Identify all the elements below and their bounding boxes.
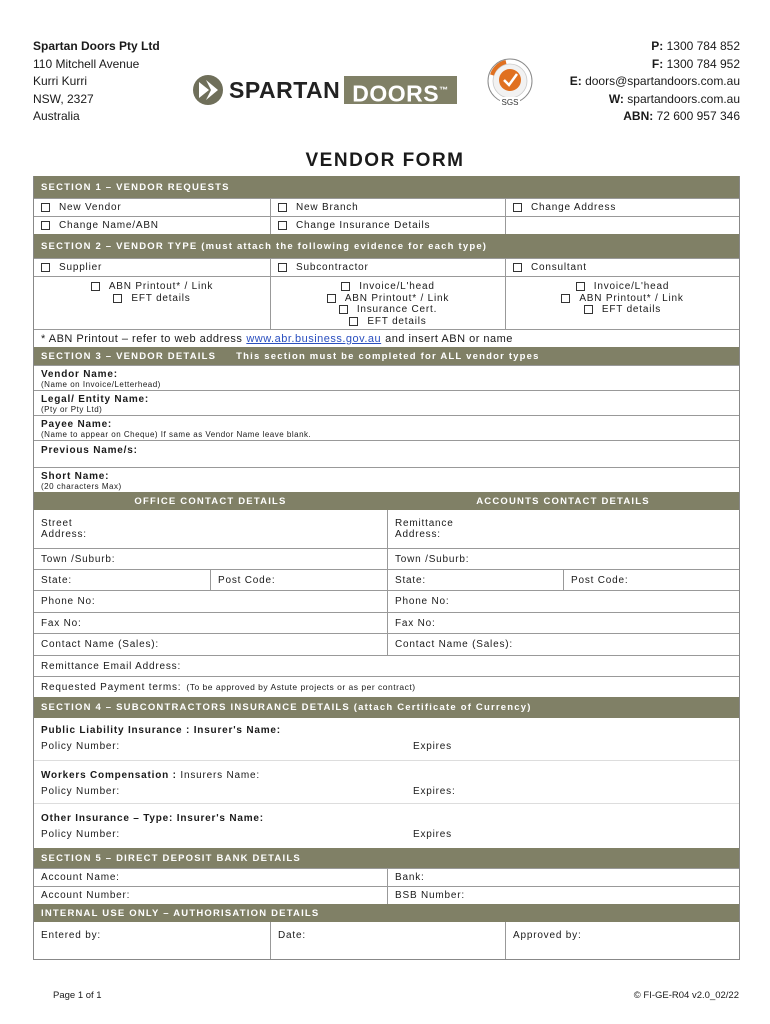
logo-word-doors-text: DOORS	[352, 80, 440, 107]
evidence-label: Invoice/L'head	[359, 281, 435, 292]
consultant-evidence	[505, 277, 739, 329]
accounts-state-field[interactable]	[387, 570, 563, 590]
bank-row-1	[34, 868, 739, 886]
change-name-label: Change Name/ABN	[59, 220, 159, 231]
remittance-email-row	[34, 655, 739, 676]
seal-text: SGS	[501, 98, 519, 107]
evidence-label: Insurance Cert.	[356, 304, 438, 315]
evidence-checkbox[interactable]	[339, 305, 348, 314]
date-field[interactable]	[270, 922, 505, 959]
office-state-field[interactable]	[34, 570, 210, 590]
evidence-item[interactable]	[561, 293, 683, 305]
abn-note-text-end: and insert ABN or name	[385, 332, 513, 345]
office-postcode-label: Post Code:	[218, 574, 276, 586]
wc-label: Workers Compensation :	[41, 770, 177, 781]
accounts-postcode-field[interactable]	[563, 570, 739, 590]
payee-name-label: Payee Name:	[41, 419, 113, 430]
evidence-label: ABN Printout* / Link	[344, 292, 450, 304]
account-name-field[interactable]	[34, 869, 387, 886]
accounts-postcode-label: Post Code:	[571, 574, 629, 586]
change-name-option[interactable]	[34, 217, 270, 234]
public-liability-block	[34, 718, 739, 760]
evidence-item[interactable]	[113, 293, 190, 305]
empty-cell	[505, 217, 739, 234]
section-4-header	[34, 697, 739, 718]
change-insurance-label: Change Insurance Details	[296, 220, 431, 231]
company-address-line: 110 Mitchell Avenue	[33, 56, 140, 71]
approved-by-field[interactable]	[505, 922, 739, 959]
section-5-title: SECTION 5 – DIRECT DEPOSIT BANK DETAILS	[41, 852, 301, 864]
other-policy-label[interactable]: Policy Number:	[41, 829, 120, 840]
phone-row	[34, 590, 739, 612]
evidence-checkbox[interactable]	[91, 282, 100, 291]
supplier-evidence	[34, 277, 270, 329]
pli-insurer-label[interactable]: Insurer's Name:	[193, 725, 281, 736]
fax-value: 1300 784 952	[666, 56, 740, 71]
bsb-field[interactable]	[387, 887, 739, 904]
pli-label: Public Liability Insurance :	[41, 725, 191, 736]
legal-name-label: Legal/ Entity Name:	[41, 394, 149, 405]
web-value[interactable]: spartandoors.com.au	[627, 91, 740, 106]
vendor-name-field[interactable]	[34, 365, 739, 390]
supplier-option[interactable]	[34, 259, 270, 276]
new-vendor-checkbox[interactable]	[41, 203, 50, 212]
remittance-label: Remittance	[395, 518, 454, 529]
pli-policy-label[interactable]: Policy Number:	[41, 741, 120, 752]
evidence-checkbox[interactable]	[584, 305, 593, 314]
office-town-field[interactable]	[34, 549, 387, 569]
section-3-title: SECTION 3 – VENDOR DETAILS	[41, 350, 217, 362]
pli-expires-label[interactable]: Expires	[413, 741, 452, 752]
payment-terms-label: Requested Payment terms:	[41, 681, 182, 693]
other-insurance-label: Other Insurance – Type:	[41, 813, 174, 824]
section-1-header	[34, 176, 739, 198]
phone-value: 1300 784 852	[666, 39, 740, 53]
office-contact-field[interactable]	[34, 634, 387, 655]
abn-note	[34, 329, 739, 347]
change-name-checkbox[interactable]	[41, 221, 50, 230]
evidence-checkbox[interactable]	[349, 317, 358, 326]
evidence-item[interactable]	[349, 316, 426, 328]
office-phone-label: Phone No:	[41, 596, 96, 607]
vendor-name-hint: (Name on Invoice/Letterhead)	[41, 380, 161, 389]
abn-value: 72 600 957 346	[656, 109, 740, 123]
new-vendor-label: New Vendor	[59, 202, 122, 213]
consultant-checkbox[interactable]	[513, 263, 522, 272]
short-name-hint: (20 characters Max)	[41, 482, 122, 491]
evidence-checkbox[interactable]	[341, 282, 350, 291]
wc-expires-label[interactable]: Expires:	[413, 786, 456, 797]
accounts-phone-label: Phone No:	[395, 596, 450, 607]
accounts-state-label: State:	[395, 574, 426, 586]
workers-comp-block	[34, 760, 739, 803]
town-row	[34, 548, 739, 569]
company-address-line: Kurri Kurri	[33, 74, 88, 88]
account-name-label: Account Name:	[41, 872, 120, 883]
accounts-town-label: Town /Suburb:	[395, 553, 470, 565]
approved-by-label: Approved by:	[513, 930, 582, 941]
subcontractor-checkbox[interactable]	[278, 263, 287, 272]
logo-word-spartan: SPARTAN	[229, 76, 341, 103]
office-contact-label: Contact Name (Sales):	[41, 639, 159, 650]
document-code: © FI-GE-R04 v2.0_02/22	[633, 990, 739, 1001]
abn-note-text: * ABN Printout – refer to web address	[41, 332, 243, 345]
bank-field[interactable]	[387, 869, 739, 886]
evidence-checkbox[interactable]	[576, 282, 585, 291]
evidence-item[interactable]	[327, 293, 449, 305]
company-address-line: NSW, 2327	[33, 91, 94, 106]
other-insurance-block	[34, 803, 739, 848]
accounts-town-field[interactable]	[387, 549, 739, 569]
accounts-fax-label: Fax No:	[395, 617, 436, 629]
certification-seal-icon	[484, 57, 536, 109]
remittance-address-label: Address:	[395, 529, 441, 540]
office-town-label: Town /Suburb:	[41, 553, 116, 565]
company-name: Spartan Doors Pty Ltd	[33, 39, 160, 53]
legal-name-hint: (Pty or Pty Ltd)	[41, 405, 103, 414]
vendor-form	[33, 176, 740, 960]
web-label: W:	[608, 91, 624, 106]
date-label: Date:	[278, 930, 306, 941]
company-block	[33, 38, 160, 126]
payment-terms-row	[34, 676, 739, 697]
change-address-option[interactable]	[505, 199, 739, 216]
section-3-header	[34, 347, 739, 365]
accounts-phone-field[interactable]	[387, 591, 739, 612]
spartan-doors-logo	[192, 74, 472, 106]
fax-row	[34, 612, 739, 633]
other-insurer-label[interactable]: Insurer's Name:	[176, 813, 264, 824]
entered-by-label: Entered by:	[41, 930, 101, 941]
subcontractor-option[interactable]	[270, 259, 505, 276]
office-contact-title: OFFICE CONTACT DETAILS	[134, 495, 287, 507]
account-number-field[interactable]	[34, 887, 387, 904]
supplier-label: Supplier	[59, 262, 103, 273]
accounts-contact-title: ACCOUNTS CONTACT DETAILS	[476, 495, 650, 507]
accounts-contact-label: Contact Name (Sales):	[395, 639, 513, 650]
section-3-note: This section must be completed for ALL vendor types	[236, 350, 540, 362]
state-row	[34, 569, 739, 590]
internal-header	[34, 904, 739, 922]
payee-name-field[interactable]	[34, 415, 739, 440]
contact-details-header	[34, 492, 739, 510]
new-branch-option[interactable]	[270, 199, 505, 216]
office-fax-label: Fax No:	[41, 617, 82, 629]
short-name-label: Short Name:	[41, 471, 110, 482]
page-number: Page 1 of 1	[53, 990, 102, 1001]
evidence-item[interactable]	[341, 281, 434, 293]
section-2-title: SECTION 2 – VENDOR TYPE (must attach the following evidence for each type)	[41, 240, 488, 252]
office-postcode-field[interactable]	[210, 570, 387, 590]
new-branch-checkbox[interactable]	[278, 203, 287, 212]
section-1-row	[34, 198, 739, 216]
account-number-label: Account Number:	[41, 890, 131, 901]
change-insurance-option[interactable]	[270, 217, 505, 234]
consultant-option[interactable]	[505, 259, 739, 276]
email-label: E:	[569, 74, 582, 88]
evidence-item[interactable]	[339, 304, 437, 316]
office-state-label: State:	[41, 574, 72, 586]
vendor-name-label: Vendor Name:	[41, 369, 118, 380]
page-title: VENDOR FORM	[305, 150, 465, 171]
payee-name-hint: (Name to appear on Cheque) If same as Vendor Name leave blank.	[41, 430, 312, 439]
evidence-label: EFT details	[601, 304, 662, 315]
evidence-checkbox[interactable]	[561, 294, 570, 303]
section-4-title: SECTION 4 – SUBCONTRACTORS INSURANCE DETAILS (attach Certificate of Currency)	[41, 702, 532, 713]
consultant-label: Consultant	[531, 262, 587, 273]
payment-terms-field[interactable]	[34, 677, 739, 697]
remittance-email-field[interactable]	[34, 656, 739, 676]
bank-label: Bank:	[395, 872, 425, 883]
evidence-checkbox[interactable]	[327, 294, 336, 303]
authorisation-row	[34, 922, 739, 959]
remittance-address-field[interactable]	[387, 510, 739, 548]
remittance-email-label: Remittance Email Address:	[41, 660, 182, 672]
evidence-row	[34, 276, 739, 329]
evidence-item[interactable]	[91, 281, 213, 293]
logo-mark-icon	[192, 74, 226, 106]
evidence-label: ABN Printout* / Link	[108, 281, 214, 292]
accounts-fax-field[interactable]	[387, 613, 739, 633]
contact-block	[570, 38, 740, 126]
accounts-contact-field[interactable]	[387, 634, 739, 655]
vendor-type-row	[34, 258, 739, 276]
phone-label: P:	[651, 39, 664, 53]
wc-insurer-label[interactable]: Insurers Name:	[180, 770, 260, 781]
evidence-label: EFT details	[131, 292, 191, 304]
evidence-label: ABN Printout* / Link	[579, 292, 684, 304]
logo-tm: ™	[439, 85, 449, 95]
evidence-item[interactable]	[576, 281, 669, 293]
bsb-label: BSB Number:	[395, 890, 465, 901]
payment-terms-note: (To be approved by Astute projects or as per contract)	[186, 682, 416, 692]
new-vendor-option[interactable]	[34, 199, 270, 216]
subcontractor-evidence	[270, 277, 505, 329]
office-phone-field[interactable]	[34, 591, 387, 612]
evidence-item[interactable]	[584, 304, 661, 316]
section-2-header	[34, 234, 739, 258]
fax-label: F:	[651, 56, 664, 71]
entered-by-field[interactable]	[34, 922, 270, 959]
contact-name-row	[34, 633, 739, 655]
address-row	[34, 510, 739, 548]
supplier-checkbox[interactable]	[41, 263, 50, 272]
internal-title: INTERNAL USE ONLY – AUTHORISATION DETAILS	[41, 907, 320, 919]
street-address-label: Address:	[41, 529, 87, 540]
evidence-label: EFT details	[367, 315, 427, 327]
email-value[interactable]: doors@spartandoors.com.au	[585, 74, 740, 88]
wc-policy-label[interactable]: Policy Number:	[41, 786, 120, 797]
legal-name-field[interactable]	[34, 390, 739, 415]
change-address-label: Change Address	[531, 202, 617, 213]
short-name-field[interactable]	[34, 467, 739, 492]
change-insurance-checkbox[interactable]	[278, 221, 287, 230]
new-branch-label: New Branch	[296, 202, 359, 213]
street-address-field[interactable]	[34, 510, 387, 548]
other-expires-label[interactable]: Expires	[413, 829, 452, 840]
logo-word-doors	[344, 76, 456, 107]
office-fax-field[interactable]	[34, 613, 387, 633]
change-address-checkbox[interactable]	[513, 203, 522, 212]
subcontractor-label: Subcontractor	[296, 262, 369, 273]
evidence-checkbox[interactable]	[113, 294, 122, 303]
company-address-line: Australia	[33, 109, 80, 123]
street-label: Street	[41, 518, 73, 529]
previous-names-label: Previous Name/s:	[41, 445, 138, 456]
section-1-row	[34, 216, 739, 234]
abn-label: ABN:	[623, 109, 654, 123]
section-1-title: SECTION 1 – VENDOR REQUESTS	[41, 181, 230, 193]
previous-names-field[interactable]	[34, 440, 739, 467]
section-5-header	[34, 848, 739, 868]
bank-row-2	[34, 886, 739, 904]
abr-link[interactable]: www.abr.business.gov.au	[246, 332, 382, 345]
evidence-label: Invoice/L'head	[593, 281, 670, 292]
